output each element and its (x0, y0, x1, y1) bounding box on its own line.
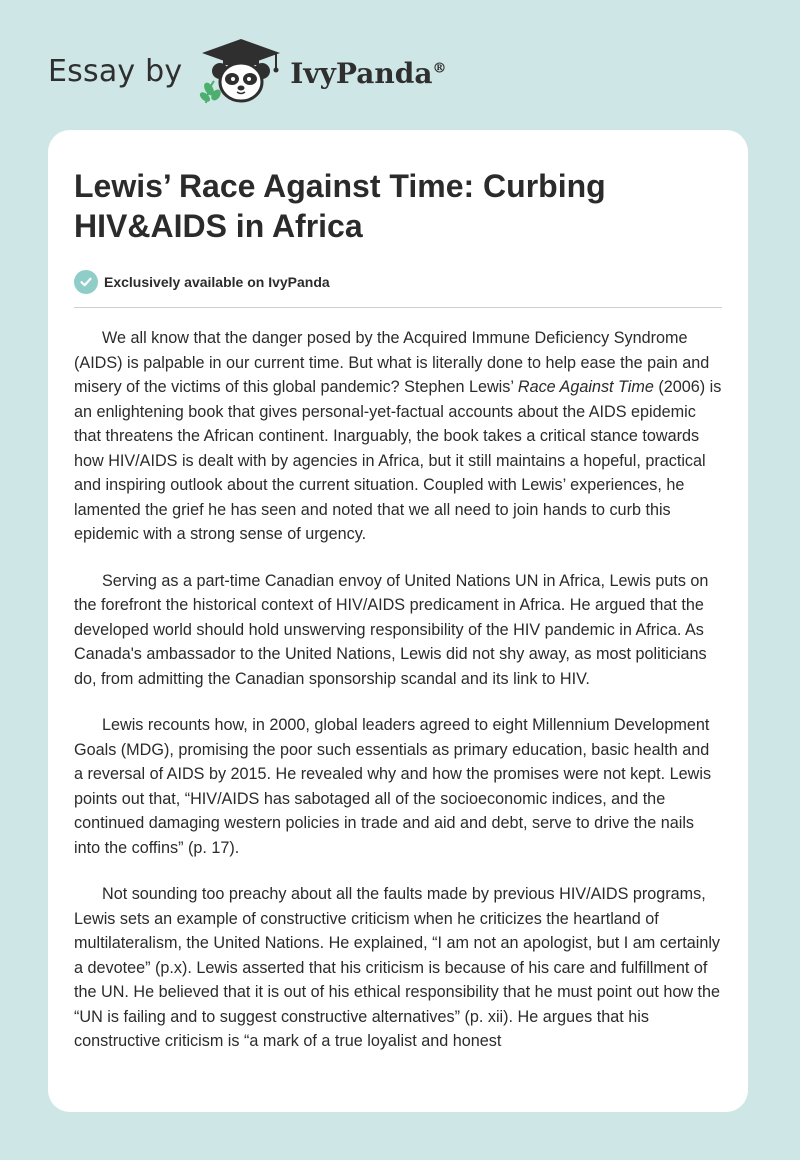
check-icon (74, 270, 98, 294)
paragraph-4: Not sounding too preachy about all the faults made by previous HIV/AIDS programs, Lewis sets an example of constructive criticism when he criticizes the heartland of multilateralism, the United Nations. He explained, “I am not an apologist, but I am certainly a devotee” (p.x). Lewis asserted that his criticism is because of his care and fulfillment of the UN. He believed that it is out of his ethical responsibility that he must point out how the “UN is failing and to suggest constructive alternatives” (p. xii). He argues that his constructive criticism is “a mark of a true loyalist and honest (74, 885, 721, 1050)
essay-body (74, 326, 722, 1054)
essay-card (48, 130, 748, 1112)
exclusive-badge-label: Exclusively available on IvyPanda (104, 274, 330, 290)
exclusive-badge (74, 268, 722, 296)
paragraph-1: We all know that the danger posed by the Acquired Immune Deficiency Syndrome (AIDS) is palpable in our current time. But what is literally done to help ease the pain and misery of the victims of this global pandemic? Stephen Lewis’ Race Against Time (2006) is an enlightening book that gives personal-yet-factual accounts about the AIDS epidemic that threatens the African continent. Inarguably, the book takes a critical stance towards how HIV/AIDS is dealt with by agencies in Africa, but it still maintains a hopeful, practical and inspiring outlook about the current situation. Coupled with Lewis’ experiences, he lamented the grief he has seen and noted that we all need to join hands to curb this epidemic with a strong sense of urgency. (74, 329, 722, 543)
registered-mark: ® (432, 60, 447, 77)
paragraph-3: Lewis recounts how, in 2000, global leaders agreed to eight Millennium Development Goals (MDG), promising the poor such essentials as primary education, basic health and a reversal of AIDS by 2015. He revealed why and how the promises were not kept. Lewis points out that, “HIV/AIDS has sabotaged all of the socioeconomic indices, and the continued damaging western policies in trade and aid and debt, serve to drive the nails into the coffins” (p. 17). (74, 716, 712, 857)
brand-name[interactable]: IvyPanda® (290, 56, 447, 90)
paragraph-2: Serving as a part-time Canadian envoy of United Nations UN in Africa, Lewis puts on the forefront the historical context of HIV/AIDS predicament in Africa. He argued that the developed world should hold unswerving responsibility of the HIV pandemic in Africa. As Canada's ambassador to the United Nations, Lewis did not shy away, as most politicians do, from admitting the Canadian sponsorship scandal and its link to HIV. (74, 571, 709, 688)
divider (74, 307, 722, 308)
book-title: Race Against Time (517, 378, 654, 396)
essay-title: Lewis’ Race Against Time: Curbing HIV&AIDS in Africa (74, 168, 606, 244)
site-header (48, 36, 446, 106)
panda-graduate-logo-icon[interactable] (196, 37, 286, 105)
essay-by-label: Essay by (48, 53, 183, 89)
